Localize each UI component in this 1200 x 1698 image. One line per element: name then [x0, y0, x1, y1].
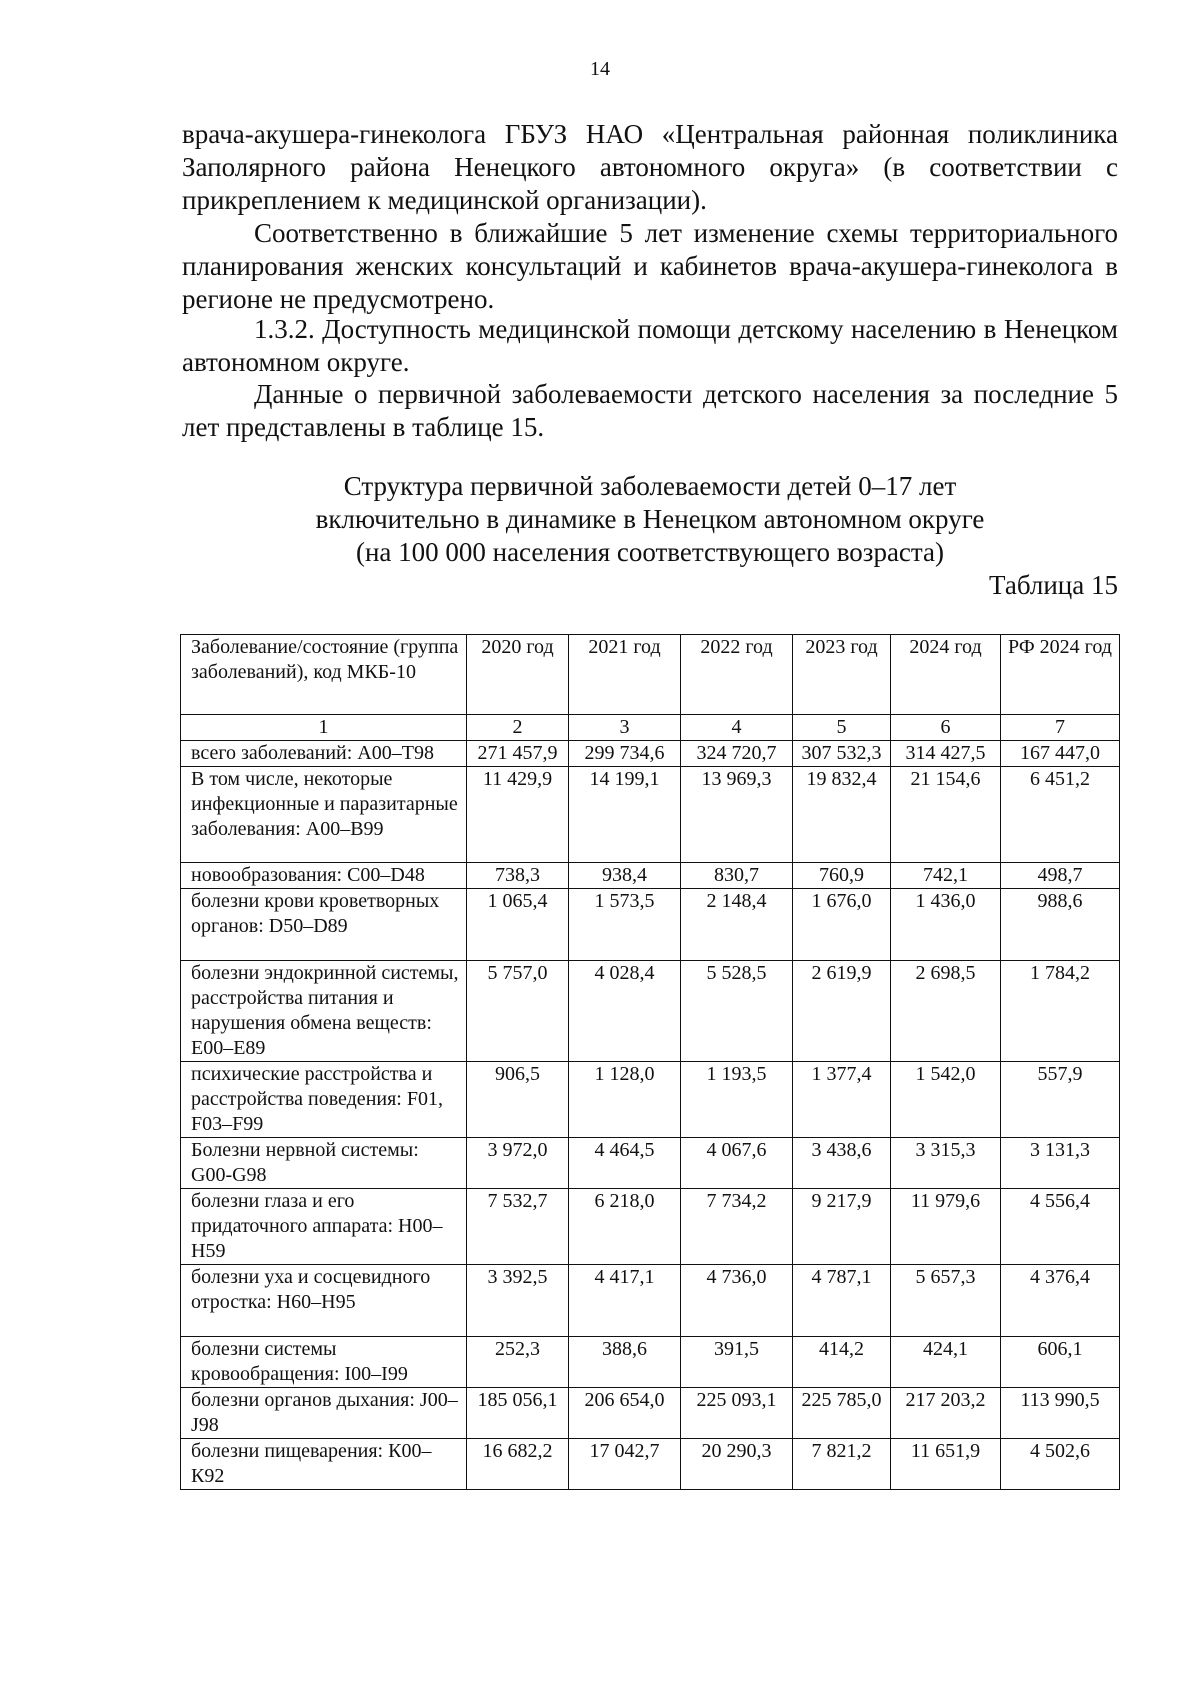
value-cell: 185 056,1 [467, 1388, 569, 1439]
value-cell: 7 734,2 [681, 1189, 793, 1265]
header-disease: Заболевание/состояние (группа заболеваний), код МКБ-10 [181, 635, 467, 715]
table-title-line: Структура первичной заболеваемости детей 0–17 лет [343, 471, 957, 501]
value-cell: 14 199,1 [569, 767, 681, 863]
disease-name-cell: болезни уха и сосцевидного отростка: Н60–Н95 [181, 1265, 467, 1337]
value-cell: 4 464,5 [569, 1138, 681, 1189]
table-row [181, 741, 1120, 767]
value-cell: 424,1 [891, 1337, 1001, 1388]
disease-name-cell: психические расстройства и расстройства поведения: F01, F03–F99 [181, 1062, 467, 1138]
value-cell: 738,3 [467, 863, 569, 889]
value-cell: 3 131,3 [1001, 1138, 1120, 1189]
value-cell: 167 447,0 [1001, 741, 1120, 767]
value-cell: 4 502,6 [1001, 1439, 1120, 1490]
value-cell: 11 651,9 [891, 1439, 1001, 1490]
value-cell: 557,9 [1001, 1062, 1120, 1138]
value-cell: 938,4 [569, 863, 681, 889]
value-cell: 388,6 [569, 1337, 681, 1388]
disease-name-cell: всего заболеваний: А00–Т98 [181, 741, 467, 767]
section-heading-paragraph: 1.3.2. Доступность медицинской помощи детскому населению в Ненецком автономном округе. [182, 314, 1118, 377]
column-index: 6 [891, 715, 1001, 741]
value-cell: 1 377,4 [793, 1062, 891, 1138]
value-cell: 324 720,7 [681, 741, 793, 767]
body-text-block [182, 118, 1118, 217]
value-cell: 414,2 [793, 1337, 891, 1388]
value-cell: 113 990,5 [1001, 1388, 1120, 1439]
value-cell: 906,5 [467, 1062, 569, 1138]
table-header-row [181, 635, 1120, 715]
value-cell: 4 376,4 [1001, 1265, 1120, 1337]
table-title-line: (на 100 000 населения соответствующего возраста) [355, 537, 945, 567]
disease-name-cell: болезни пищеварения: К00–К92 [181, 1439, 467, 1490]
value-cell: 206 654,0 [569, 1388, 681, 1439]
body-text-block [182, 313, 1118, 379]
value-cell: 4 417,1 [569, 1265, 681, 1337]
table-caption: Таблица 15 [989, 570, 1118, 600]
value-cell: 252,3 [467, 1337, 569, 1388]
value-cell: 4 556,4 [1001, 1189, 1120, 1265]
value-cell: 1 676,0 [793, 889, 891, 961]
value-cell: 2 148,4 [681, 889, 793, 961]
table-row [181, 1265, 1120, 1337]
table-row [181, 1062, 1120, 1138]
value-cell: 3 438,6 [793, 1138, 891, 1189]
disease-name-cell: новообразования: С00–D48 [181, 863, 467, 889]
value-cell: 1 193,5 [681, 1062, 793, 1138]
column-index: 4 [681, 715, 793, 741]
value-cell: 11 429,9 [467, 767, 569, 863]
header-rf-2024: РФ 2024 год [1001, 635, 1120, 715]
value-cell: 9 217,9 [793, 1189, 891, 1265]
value-cell: 299 734,6 [569, 741, 681, 767]
value-cell: 307 532,3 [793, 741, 891, 767]
table-row [181, 961, 1120, 1062]
value-cell: 19 832,4 [793, 767, 891, 863]
value-cell: 5 657,3 [891, 1265, 1001, 1337]
value-cell: 217 203,2 [891, 1388, 1001, 1439]
table-row [181, 1439, 1120, 1490]
body-text-block [182, 217, 1118, 316]
disease-name-cell: болезни системы кровообращения: I00–I99 [181, 1337, 467, 1388]
value-cell: 17 042,7 [569, 1439, 681, 1490]
table-row [181, 889, 1120, 961]
value-cell: 1 573,5 [569, 889, 681, 961]
value-cell: 4 028,4 [569, 961, 681, 1062]
disease-name-cell: болезни органов дыхания: J00–J98 [181, 1388, 467, 1439]
value-cell: 7 821,2 [793, 1439, 891, 1490]
value-cell: 4 067,6 [681, 1138, 793, 1189]
value-cell: 225 785,0 [793, 1388, 891, 1439]
header-2021: 2021 год [569, 635, 681, 715]
value-cell: 1 784,2 [1001, 961, 1120, 1062]
table-body [181, 741, 1120, 1490]
value-cell: 11 979,6 [891, 1189, 1001, 1265]
value-cell: 5 528,5 [681, 961, 793, 1062]
header-2022: 2022 год [681, 635, 793, 715]
table-row [181, 767, 1120, 863]
disease-name-cell: болезни эндокринной системы, расстройства питания и нарушения обмена веществ: Е00–Е89 [181, 961, 467, 1062]
value-cell: 988,6 [1001, 889, 1120, 961]
value-cell: 13 969,3 [681, 767, 793, 863]
value-cell: 3 972,0 [467, 1138, 569, 1189]
value-cell: 6 451,2 [1001, 767, 1120, 863]
header-2023: 2023 год [793, 635, 891, 715]
value-cell: 830,7 [681, 863, 793, 889]
value-cell: 391,5 [681, 1337, 793, 1388]
value-cell: 606,1 [1001, 1337, 1120, 1388]
column-index: 2 [467, 715, 569, 741]
column-index: 3 [569, 715, 681, 741]
header-2024: 2024 год [891, 635, 1001, 715]
body-text-block [182, 378, 1118, 444]
morbidity-table [180, 634, 1120, 1490]
value-cell: 742,1 [891, 863, 1001, 889]
value-cell: 4 736,0 [681, 1265, 793, 1337]
value-cell: 4 787,1 [793, 1265, 891, 1337]
table-row [181, 863, 1120, 889]
paragraph: Соответственно в ближайшие 5 лет изменение схемы территориального планирования женских консультаций и кабинетов врача-акушера-гинеколога в регионе не предусмотрено. [182, 218, 1118, 314]
value-cell: 314 427,5 [891, 741, 1001, 767]
value-cell: 1 542,0 [891, 1062, 1001, 1138]
disease-name-cell: болезни крови кроветворных органов: D50–D89 [181, 889, 467, 961]
disease-name-cell: В том числе, некоторые инфекционные и паразитарные заболевания: А00–В99 [181, 767, 467, 863]
value-cell: 3 392,5 [467, 1265, 569, 1337]
paragraph: Данные о первичной заболеваемости детского населения за последние 5 лет представлены в таблице 15. [182, 379, 1118, 442]
value-cell: 1 065,4 [467, 889, 569, 961]
header-2020: 2020 год [467, 635, 569, 715]
value-cell: 2 619,9 [793, 961, 891, 1062]
value-cell: 225 093,1 [681, 1388, 793, 1439]
column-index: 1 [181, 715, 467, 741]
value-cell: 1 128,0 [569, 1062, 681, 1138]
disease-name-cell: Болезни нервной системы: G00-G98 [181, 1138, 467, 1189]
value-cell: 498,7 [1001, 863, 1120, 889]
value-cell: 271 457,9 [467, 741, 569, 767]
value-cell: 7 532,7 [467, 1189, 569, 1265]
value-cell: 6 218,0 [569, 1189, 681, 1265]
value-cell: 760,9 [793, 863, 891, 889]
value-cell: 5 757,0 [467, 961, 569, 1062]
value-cell: 2 698,5 [891, 961, 1001, 1062]
column-index-row [181, 715, 1120, 741]
table-row [181, 1337, 1120, 1388]
value-cell: 20 290,3 [681, 1439, 793, 1490]
paragraph: врача-акушера-гинеколога ГБУЗ НАО «Центральная районная поликлиника Заполярного района Ненецкого автономного округа» (в соответствии с прикреплением к медицинской организации). [182, 119, 1118, 215]
value-cell: 16 682,2 [467, 1439, 569, 1490]
table-title [182, 470, 1118, 569]
table-row [181, 1189, 1120, 1265]
table-title-line: включительно в динамике в Ненецком автономном округе [315, 504, 985, 534]
value-cell: 3 315,3 [891, 1138, 1001, 1189]
disease-name-cell: болезни глаза и его придаточного аппарата: Н00–Н59 [181, 1189, 467, 1265]
page-number: 14 [590, 58, 610, 80]
table-row [181, 1388, 1120, 1439]
column-index: 5 [793, 715, 891, 741]
table-row [181, 1138, 1120, 1189]
value-cell: 1 436,0 [891, 889, 1001, 961]
column-index: 7 [1001, 715, 1120, 741]
value-cell: 21 154,6 [891, 767, 1001, 863]
